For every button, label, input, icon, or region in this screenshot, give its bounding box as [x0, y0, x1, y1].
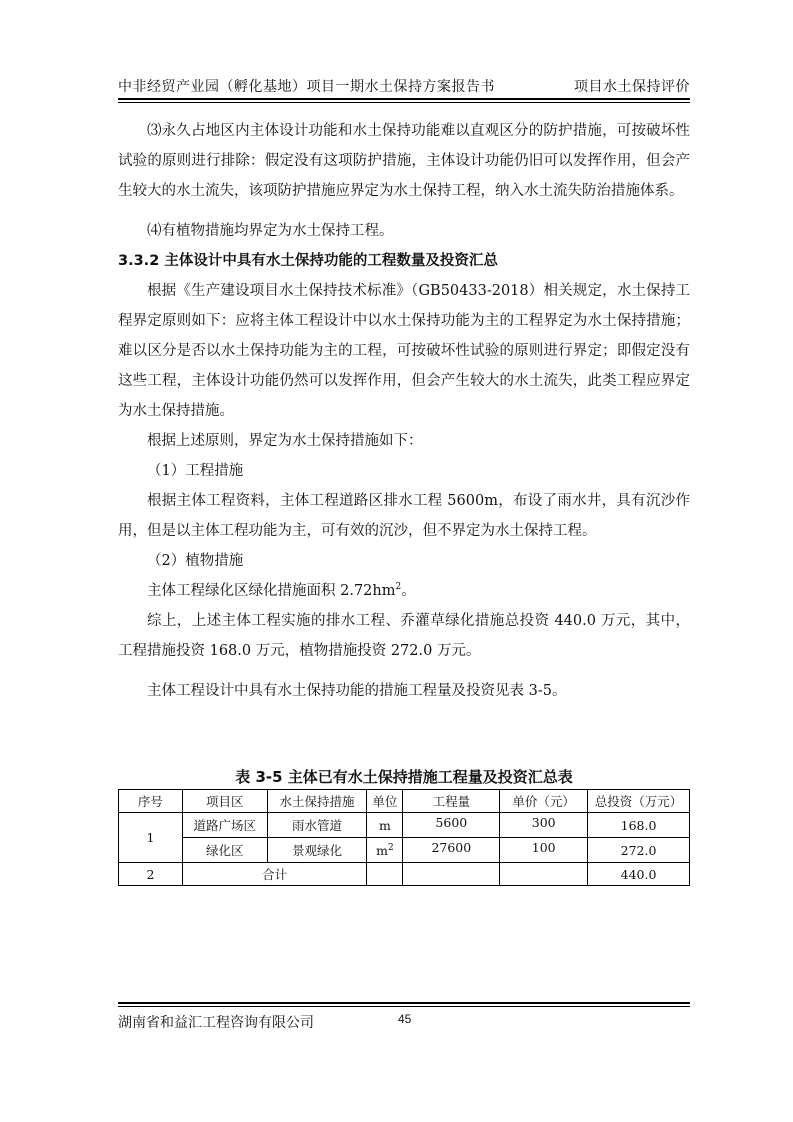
paragraph-summary: 综上，上述主体工程实施的排水工程、乔灌草绿化措施总投资 440.0 万元，其中，工程措施投资 168.0 万元，植物措施投资 272.0 万元。 [118, 613, 690, 659]
paragraph-4: ⑷有植物措施均界定为水土保持工程。 [147, 223, 394, 239]
area-cell: 绿化区 [182, 838, 267, 863]
empty-cell [500, 863, 588, 886]
unit-cell: m [367, 813, 403, 838]
table-row [119, 813, 690, 838]
row-number: 1 [119, 813, 183, 863]
page-body [118, 116, 690, 706]
header-cell: 项目区 [182, 790, 267, 813]
total-cell: 272.0 [588, 838, 690, 863]
row-number: 2 [119, 863, 183, 886]
header-cell: 水土保持措施 [267, 790, 367, 813]
empty-cell [367, 863, 403, 886]
measure-cell: 景观绿化 [267, 838, 367, 863]
paragraph-standard: 根据《生产建设项目水土保持技术标准》（GB50433-2018）相关规定，水土保持工程界定原则如下：应将主体工程设计中以水土保持功能为主的工程界定为水土保持措施；难以区分是否以水土保持功能为主的工程，可按破坏性试验的原则进行界定；即假定没有这些工程，主体设计功能仍然可以发挥作用，但会产生较大的水土流失，此类工程应界定为水土保持措施。 [118, 283, 690, 419]
footer-company: 湖南省和益汇工程咨询有限公司 [118, 1015, 314, 1031]
header-cell: 单价（元） [500, 790, 588, 813]
paragraph-principle: 根据上述原则，界定为水土保持措施如下： [147, 433, 423, 449]
table-sum-row [119, 863, 690, 886]
header-rule-thin [118, 102, 690, 103]
table-row [119, 838, 690, 863]
sum-label: 合计 [182, 863, 367, 886]
table-title: 表 3-5 主体已有水土保持措施工程量及投资汇总表 [235, 768, 573, 786]
sum-total: 440.0 [588, 863, 690, 886]
header-cell: 序号 [119, 790, 183, 813]
price-cell: 100 [500, 838, 588, 863]
total-cell: 168.0 [588, 813, 690, 838]
section-heading-3-3-2: 3.3.2 主体设计中具有水土保持功能的工程数量及投资汇总 [118, 253, 498, 269]
header-cell: 总投资（万元） [588, 790, 690, 813]
paragraph-engineering: 根据主体工程资料，主体工程道路区排水工程 5600m，布设了雨水井，具有沉沙作用，但是以主体工程功能为主，可有效的沉沙，但不界定为水土保持工程。 [118, 493, 690, 539]
header-title: 中非经贸产业园（孵化基地）项目一期水土保持方案报告书 [118, 79, 495, 95]
subheading-engineering: （1）工程措施 [147, 463, 244, 479]
qty-cell: 27600 [403, 838, 500, 863]
paragraph-3: ⑶永久占地区内主体设计功能和水土保持功能难以直观区分的防护措施，可按破坏性试验的原则进行排除：假定没有这项防护措施，主体设计功能仍旧可以发挥作用，但会产生较大的水土流失，该项防护措施应界定为水土保持工程，纳入水土流失防治措施体系。 [118, 123, 690, 199]
investment-table [118, 789, 690, 886]
area-cell: 道路广场区 [182, 813, 267, 838]
table-header-row [119, 790, 690, 813]
page-header [118, 76, 690, 98]
page-number: 45 [398, 1012, 412, 1026]
price-cell: 300 [500, 813, 588, 838]
subheading-plant: （2）植物措施 [147, 553, 244, 569]
empty-cell [403, 863, 500, 886]
unit-cell: $m^2$ [367, 838, 403, 863]
header-rule [118, 98, 690, 100]
paragraph-table-ref: 主体工程设计中具有水土保持功能的措施工程量及投资见表 3-5。 [147, 683, 567, 699]
paragraph-plant: 主体工程绿化区绿化措施面积 $2.72hm^2$。 [147, 582, 416, 599]
measure-cell: 雨水管道 [267, 813, 367, 838]
qty-cell: 5600 [403, 813, 500, 838]
header-cell: 工程量 [403, 790, 500, 813]
footer-rule [118, 1002, 690, 1004]
footer-rule-thin [118, 1006, 690, 1007]
header-section: 项目水土保持评价 [574, 79, 690, 95]
header-cell: 单位 [367, 790, 403, 813]
